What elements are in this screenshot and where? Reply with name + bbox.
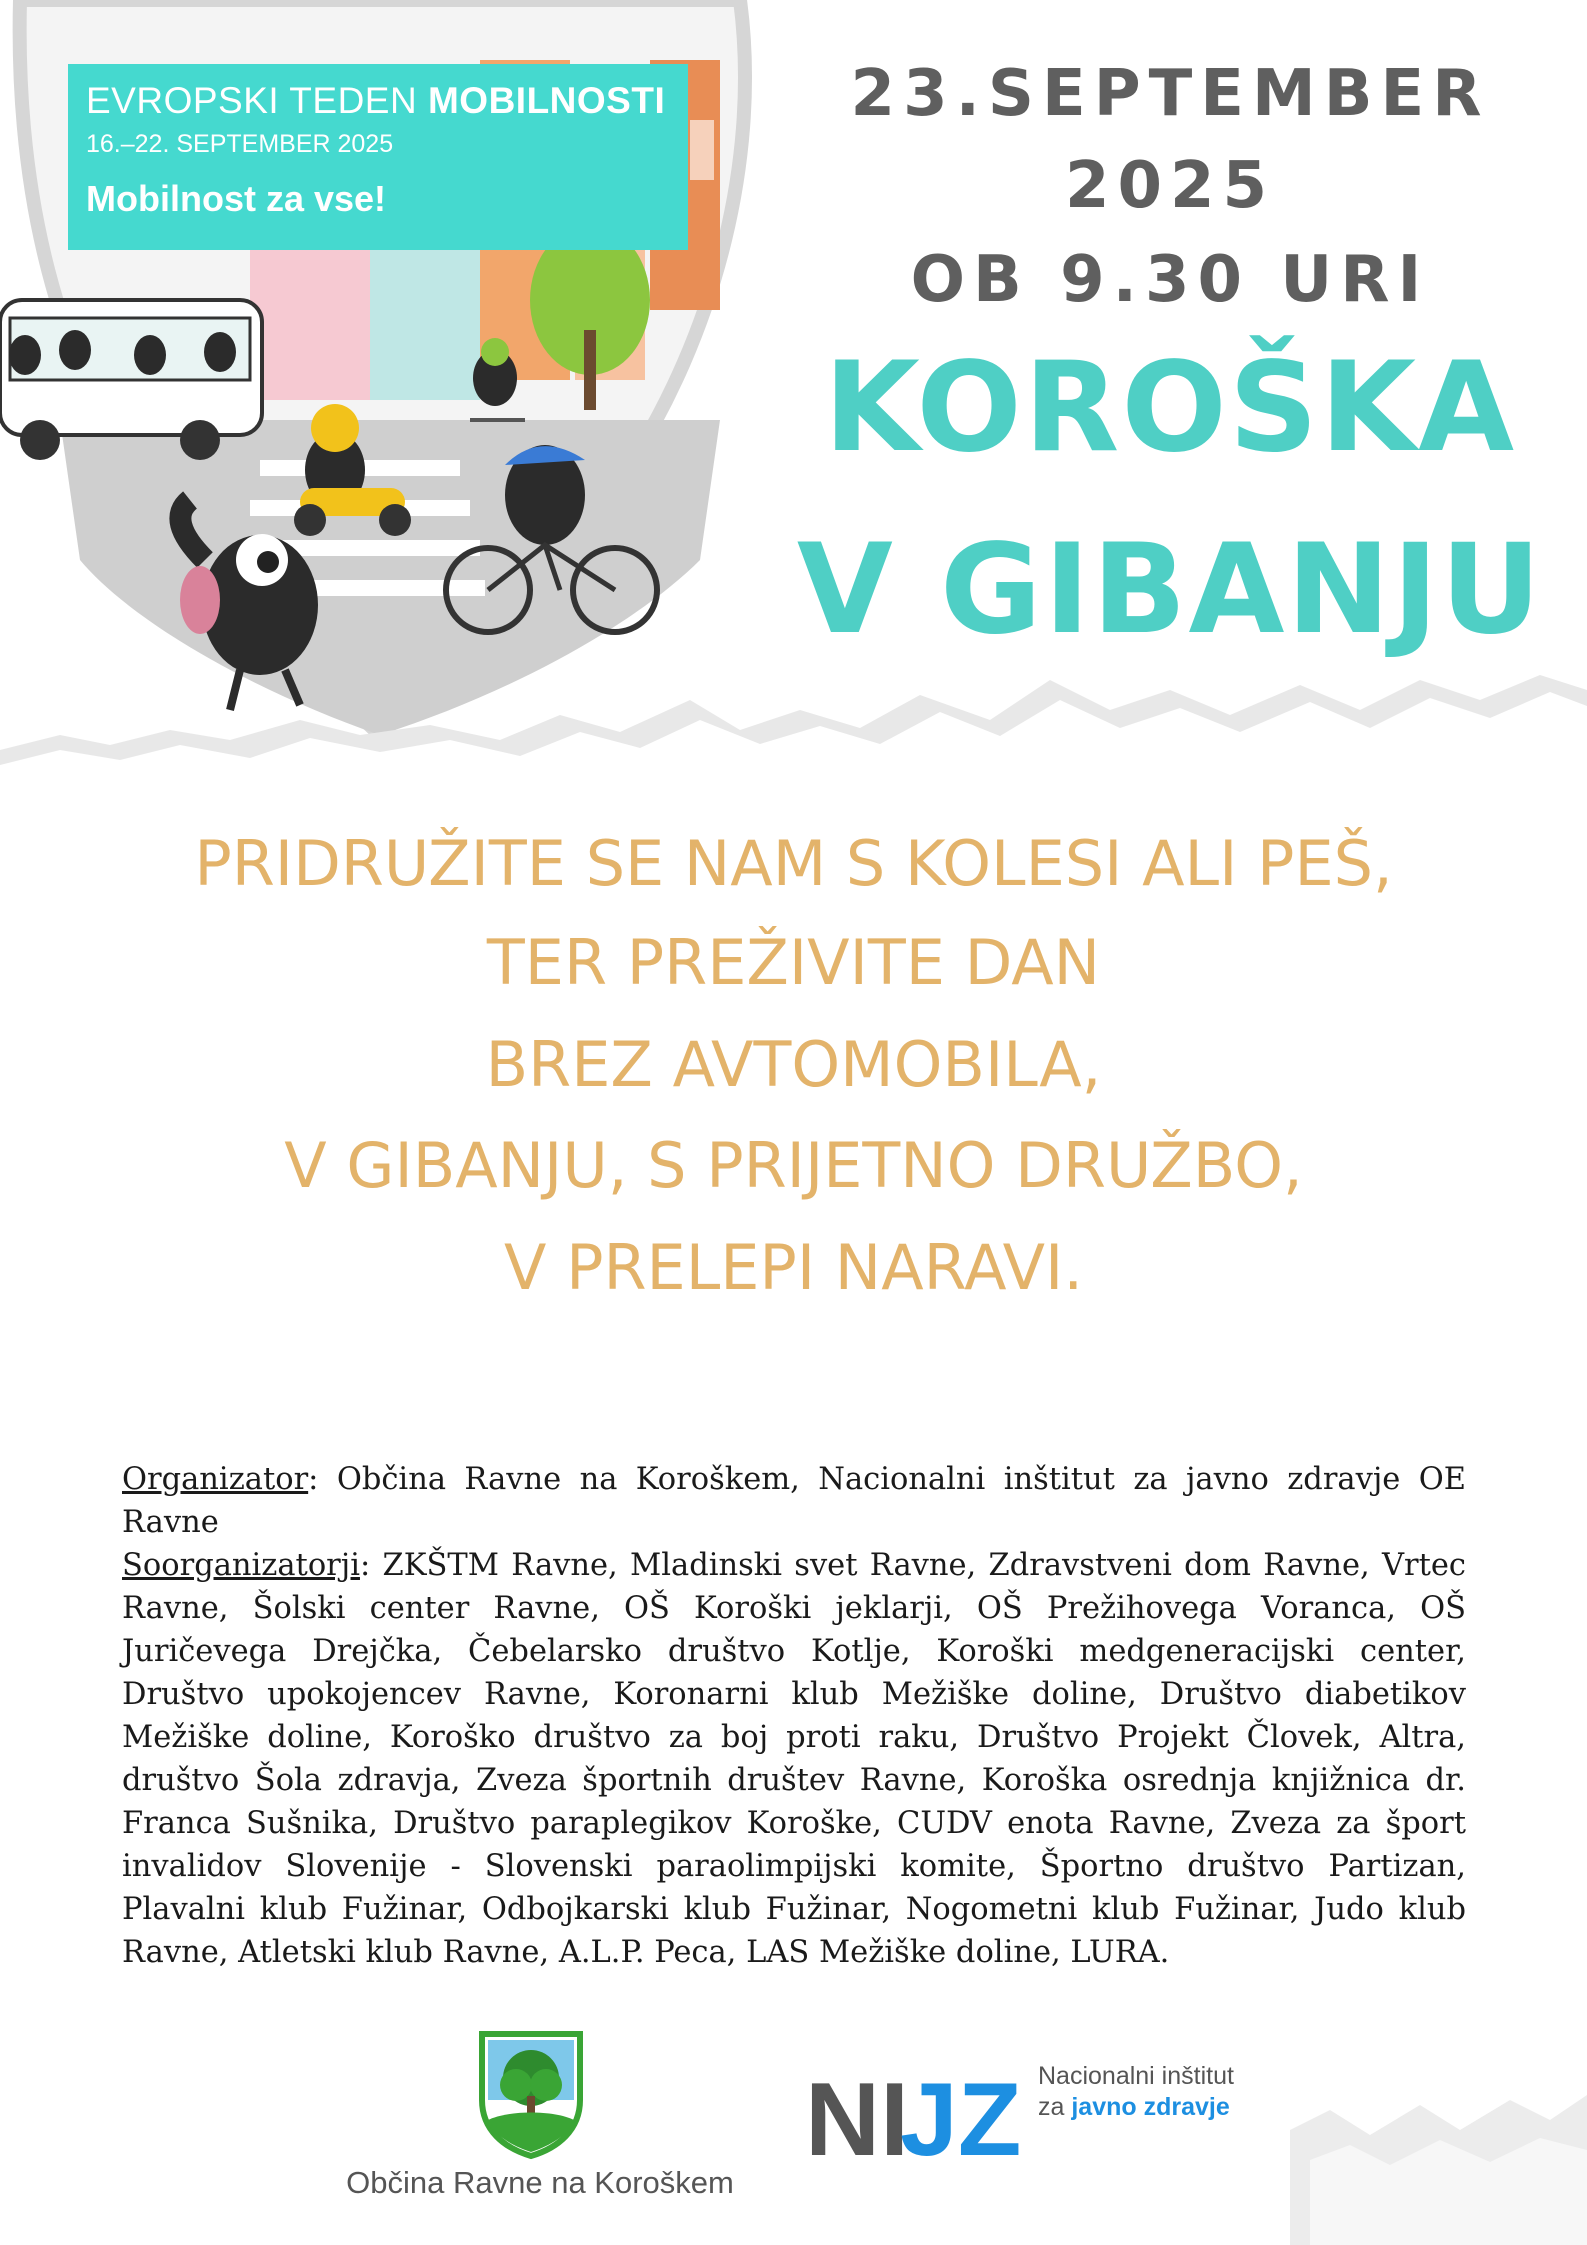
event-title-line1: KOROŠKA [823,336,1517,480]
intro-line-4: V GIBANJU, S PRIJETNO DRUŽBO, [284,1129,1303,1202]
intro-line-1: PRIDRUŽITE SE NAM S KOLESI ALI PEŠ, [194,827,1393,900]
nijz-name-prefix: za [1038,2093,1072,2121]
nijz-logo [805,2055,1022,2185]
banner-slogan: Mobilnost za vse! [86,178,387,219]
event-title-line2: V GIBANJU [796,518,1544,662]
banner-dates: 16.–22. SEPTEMBER 2025 [86,130,394,158]
torn-paper-divider [0,640,1587,810]
intro-line-2: TER PREŽIVITE DAN [486,926,1101,999]
mobility-week-banner [68,64,688,250]
organizer-label: Organizator [122,1462,309,1497]
intro-line-5: V PRELEPI NARAVI. [503,1231,1084,1304]
banner-title [86,80,665,122]
organizers-paragraph [122,1458,1466,1974]
svg-text:JZ: JZ [900,2062,1022,2178]
banner-title-regular: EVROPSKI TEDEN [86,80,428,121]
nijz-name-line1: Nacionalni inštitut [1038,2062,1234,2090]
event-date: 23.SEPTEMBER [850,57,1490,131]
nijz-name-line2 [1038,2093,1230,2122]
nijz-name-highlight: javno zdravje [1071,2093,1230,2121]
municipality-name: Občina Ravne na Koroškem [346,2165,734,2200]
coorganizers-text: : ZKŠTM Ravne, Mladinski svet Ravne, Zdravstveni dom Ravne, Vrtec Ravne, Šolski center Ravne, OŠ Koroški jeklarji, OŠ Prežihovega Voranca, OŠ Juričevega Drejčka, Čebelarsko društvo Kotlje, Koroški medgeneracijski center, Društvo upokojencev Ravne, Koronarni klub Mežiške doline, Društvo diabetikov Mežiške doline, Koroško društvo za boj proti raku, Društvo Projekt Človek, Altra, društvo Šola zdravja, Zveza športnih društev Ravne, Koroška osrednja knjižnica dr. Franca Sušnika, Društvo paraplegikov Koroške, CUDV enota Ravne, Zveza za šport invalidov Slovenije - Slovenski paraolimpijski komite, Športno društvo Partizan, Plavalni klub Fužinar, Odbojkarski klub Fužinar, Nogometni klub Fužinar, Judo klub Ravne, Atletski klub Ravne, A.L.P. Peca, LAS Mežiške doline, LURA. [122,1548,1466,1970]
banner-title-bold: MOBILNOSTI [427,80,666,121]
event-year: 2025 [1064,149,1276,223]
coorganizers-label: Soorganizatorji [122,1548,360,1583]
intro-line-3: BREZ AVTOMOBILA, [485,1028,1102,1101]
bottom-torn-paper-decoration [1290,2090,1587,2245]
event-time: OB 9.30 URI [910,243,1430,317]
organizer-text: : Občina Ravne na Koroškem, Nacionalni inštitut za javno zdravje OE Ravne [122,1462,1466,1540]
municipality-crest-logo [478,2030,584,2158]
svg-text:NI: NI [805,2062,909,2178]
